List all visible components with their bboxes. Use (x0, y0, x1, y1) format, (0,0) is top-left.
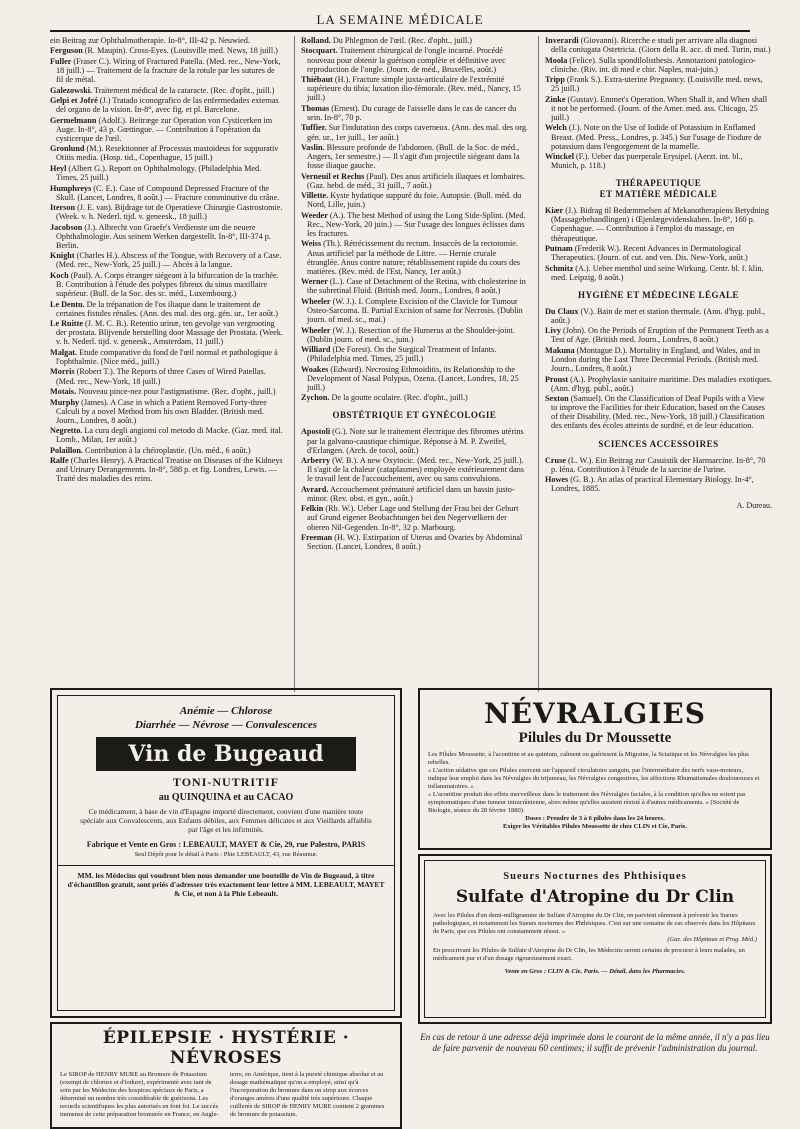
entry-author: Welch (545, 123, 567, 133)
entry-author: Knight (50, 251, 75, 261)
entry-text: (Samuel). On the Classification of Deaf Pupils with a View to improve the Facilities for their Education, based on the Causes of their Disability. (Med. rec., New-York, 18 juill.) Classification des enfants des écoles atteints de surdité, et de leur éducation. (551, 394, 765, 431)
ad-bugeaud-inner (57, 695, 395, 1011)
entry-author: Werner (301, 277, 328, 287)
bibliography-entry (545, 95, 772, 122)
bibliography-entry (301, 533, 528, 551)
entry-text: (J.). Albrecht von Graefe's Verdienste um die neuere Ophthalmologie. Aus seinem Werken dargestellt. In-8°, III-374 p. Berlin. (56, 222, 271, 250)
entry-author: Makuna (545, 345, 575, 355)
bibliography-entry (301, 104, 528, 122)
entry-text: (Paul). A. Corps étranger siégeant à la bifurcation de la trachée. B. Contribution à l'étude des polypes fibreux du sinus maxillaire supérieur. (Bull. de la Soc. des sc. méd., Luxembourg.) (56, 270, 279, 299)
entry-author: Sexton (545, 394, 569, 404)
entry-text: La cura degli angiomi col metodo di Macke. (Gaz. med. ital. Lomb., Milan, 1er août.) (56, 426, 283, 445)
entry-text: (J.). Bidrag til Bedœmmelsen af Mekanotherapiens Betydning (Massagebehandlingen) i Œjenlægevidenskaben. In-8°, 160 p. Copenhague. — Contribution à l'emploi du massage, en thérapeutique. (551, 206, 769, 243)
entry-text: Etude comparative du fond de l'œil normal et pathologique à l'ophthalmie. (Nice méd., juill.) (56, 347, 278, 366)
entry-author: Apostoli (301, 427, 331, 437)
entry-text: Kyste hydatique suppuré du foie. Autopsie. (Bull. méd. du Nord, Lille, juin.) (307, 191, 522, 210)
bibliography-entry (301, 393, 528, 402)
entry-author: Thiébaut (301, 75, 333, 85)
entry-text: Traitement chirurgical de l'ongle incarné. Procédé nouveau pour obtenir la guérison complète et définitive avec reproduction de l'ongle. (Journ. de méd., Bruxelles, août.) (307, 46, 506, 74)
entry-text: (G. B.). An atlas of practical Elementary Biology. In-4°, Londres, 1885. (551, 475, 754, 494)
entry-author: Motais. (50, 387, 77, 397)
entry-author: Wheeler (301, 325, 331, 335)
bibliography-entry (301, 427, 528, 454)
entry-text: (H. W.). Extirpation of Uterus and Ovaries by Abdominal Section. (Lancet, Londres, 8 août.) (307, 533, 523, 552)
entry-text: (De Forest). On the Surgical Treatment of Infants. (Philadelphia med. Times, 25 juill.) (307, 345, 497, 364)
entry-author: Villette. (301, 191, 329, 201)
entry-author: Gelpi et Jofré (50, 96, 98, 106)
ad-bugeaud-subtitle2: au QUINQUINA et au CACAO (158, 792, 294, 803)
entry-author: Verneuil et Reclus (301, 171, 365, 181)
ad-epilepsie (50, 1022, 402, 1129)
entry-author: Zinke (545, 94, 566, 104)
ad-nevralgies-subtitle: Pilules du Dr Moussette (518, 730, 672, 746)
entry-text: (W. B.). A new Oxytocic. (Med. rec., New-York, 25 juill.). Il s'agit de la chaleur (cataplasmes) employée extérieurement dans le travail lent de l'accouchement, avec ou sans convulsions. (307, 456, 524, 484)
entry-author: Weiss (301, 239, 322, 249)
bibliography-entry (301, 46, 528, 73)
entry-author: Polaillon. (50, 445, 83, 455)
bibliography-entry (50, 116, 284, 143)
ad-atropine-vente: Vente en Gros : CLIN & Cie, Paris. — Détail, dans les Pharmacies. (504, 968, 686, 975)
entry-text: (Gustav). Emmet's Operation. When Shall it, and When shall it not be performed. (Journ. of the Amer. med. ass. Chicago, 25 juill.) (551, 94, 768, 122)
bibliography-entry (545, 475, 772, 493)
entry-text: Nouveau pince-nez pour l'astigmatisme. (Rec. d'opht., juill.) (78, 387, 276, 397)
column-2 (294, 36, 528, 692)
journal-title: LA SEMAINE MÉDICALE (316, 12, 484, 27)
entry-text: Contribution à la chéiroplastie. (Un. méd., 6 août.) (85, 445, 251, 455)
bibliography-entry (50, 367, 284, 385)
ad-bugeaud-subtitle: TONI-NUTRITIF (172, 775, 280, 789)
bibliography-entry (301, 365, 528, 392)
entry-text: (Giovanni). Ricerche e studi per arrivare alla diagnosi della coniugata Ostetricia. (Giorn della R. acc. di med. Turin, mai.) (551, 36, 771, 55)
entry-text: (V.). Bain de mer et station thermale. (Ann. d'hyg. publ., août.) (551, 306, 766, 325)
entry-author: Negretto. (50, 426, 83, 436)
bibliography-entry (545, 307, 772, 325)
bibliography-entry (301, 485, 528, 503)
entry-author: Arberry (301, 456, 331, 466)
bibliography-entry (50, 456, 284, 483)
ad-nevralgies-body3: « L'aconitine produit des effets merveilleux dans le traitement des Névralgies faciales, à la condition qu'elles ne soient pas symptomatiques d'une tumeur intracrânienne, alors même qu'elles auraient résisté à d'autres médicaments. » (Société de Biologie, séance du 28 février 1880). (428, 791, 746, 814)
ad-nevralgies (418, 688, 772, 850)
bibliography-entry (50, 36, 284, 45)
ad-atropine-inner (424, 860, 766, 1018)
entry-text: (A.). Prophylaxie sanitaire maritime. Des maladies exotiques. (Ann. d'hyg. publ., août.) (551, 374, 772, 393)
ad-bugeaud-body: Ce médicament, à base de vin d'Espagne importé directement, convient d'une manière toute spéciale aux Convalescents, aux Enfants débiles, aux Femmes délicates et aux Vieillards affaiblis par l'âge et les infirmités. (80, 807, 372, 834)
entry-author: Morris (50, 367, 75, 377)
entry-author: Heyl (50, 163, 67, 173)
entry-text: (J. M. C. B.). Retentio urinæ, ten gevolge van vergrooting der prostata. Blijvende herstelling door Massage der Prostata. (Week. v. h. Nederl. tijd. v. geneesk., Amsterdam, 11 juill.) (56, 319, 283, 347)
entry-text: (J. E. van). Bijdrage tot de Operatieve Chirurgie Gastrostomie. (Week. v. h. Nederl. tijd. v. geneesk., 18 juill.) (56, 203, 283, 222)
entry-author: Cruse (545, 455, 566, 465)
entry-text: (Robert T.). The Reports of three Cases of Wired Patellas. (Med. rec., New-York, 18 juill.) (56, 367, 266, 386)
entry-text: Accouchement prématuré artificiel dans un bassin justo-minor. (Rev. obst. et gyn., août.) (307, 484, 515, 503)
bibliography-columns (50, 36, 772, 692)
entry-text: (C. E.). Case of Compound Depressed Fracture of the Skull. (Lancet, Londres, 8 août.) — Fracture comminutive du crâne. (56, 183, 280, 202)
entry-author: Ralfe (50, 456, 69, 466)
ad-bugeaud-fabrique: Fabrique et Vente en Gros : LEBEAULT, MAYET & Cie, 29, rue Palestro, PARIS (86, 840, 366, 849)
entry-text: (L.). Case of Detachment of the Retina, with cholesterine in the subretinal Fluid. (British med. Journ., Londres, 8 août.) (307, 277, 526, 296)
bibliography-entry (301, 239, 528, 275)
entry-author: Rolland. (301, 36, 331, 45)
page-header (50, 10, 750, 32)
entry-author: Putnam (545, 244, 573, 254)
entry-text: (Frank S.). Extra-uterine Pregnancy. (Louisville med. news, 25 juill.) (551, 75, 763, 94)
entry-text: (R. Maupin). Cross-Eyes. (Louisville med. News, 18 juill.) (84, 46, 278, 56)
bibliography-entry (301, 277, 528, 295)
ad-epilepsie-right: terre, en Amérique, tient à la pureté chimique absolue et au dosage mathématique qu'on a employé, ainsi qu'à l'incorporation du bromure dans un sirop aux écorces d'oranges amères d'une qualité très supérieure. Chaque cuillerée de SIROP de HENRY MURE contient 2 grammes de bromure de potassium. (230, 1071, 385, 1118)
footer-note: En cas de retour à une adresse déjà imprimée dans le courant de la même année, il n'y a pas lieu de faire parvenir de nouveau 60 centimes; il suffit de prévenir l'administration du journal. (420, 1032, 770, 1053)
column-3 (538, 36, 772, 692)
entry-text: (M.). Resektionner af Processus mastoideus for suppurativ Otitis media. (Hosp. tid., Copenhague, 15 juill.) (56, 144, 279, 163)
bibliography-entry (545, 36, 772, 54)
entry-author: Galezowski. (50, 85, 93, 95)
bibliography-entry (545, 394, 772, 430)
section-heading: THÉRAPEUTIQUE ET MATIÈRE MÉDICALE (599, 178, 718, 200)
bibliography-entry (301, 172, 528, 190)
entry-author: Tripp (545, 75, 565, 85)
entry-author: Wheeler (301, 296, 331, 306)
entry-text: (Adolf.). Beitræge zur Operation von Cysticerken im Auge. In-8°, 43 p. Gœttingue. — Contribution à l'opération du cysticerque de l'œil. (56, 115, 273, 143)
bibliography-entry (545, 456, 772, 474)
bibliography-entry (301, 211, 528, 238)
bibliography-entry (50, 271, 284, 298)
bibliography-entry (545, 152, 772, 170)
entry-author: Du Claux (545, 306, 579, 316)
entry-author: Weeder (301, 210, 328, 220)
bibliography-entry (301, 75, 528, 102)
bibliography-entry (545, 326, 772, 344)
entry-text: Du Phlegmon de l'œil. (Rec. d'opht., juill.) (332, 36, 473, 45)
entry-text: Blessure profonde de l'abdomen. (Bull. de la Soc. de méd., Angers, 1er semestre.) — Il s'agit d'un projectile siégeant dans la fosse iliaque gauche. (307, 142, 520, 171)
bibliography-entry (545, 75, 772, 93)
bibliography-entry (545, 56, 772, 74)
entry-author: Avrard. (301, 484, 329, 494)
ad-epilepsie-title: ÉPILEPSIE · HYSTÉRIE · NÉVROSES (102, 1028, 350, 1068)
entry-text: (John). On the Periods of Eruption of the Permanent Teeth as a Test of Age. (British med. Journ., Londres, 8 août.) (551, 326, 769, 345)
ad-bugeaud-line1: Anémie — Chlorose (179, 705, 273, 717)
ad-nevralgies-exigez: Exiger les Véritables Pilules Moussette de chez CLIN et Cie, Paris. (503, 823, 687, 830)
ad-bugeaud-depot: Seul Dépôt pour le détail à Paris : Phie LEBEAULT, 43, rue Réaumur. (134, 851, 318, 858)
ad-atropine-line1: Sueurs Nocturnes des Phthisiques (503, 871, 687, 882)
bibliography-entry (301, 456, 528, 483)
entry-author: Fuller (50, 56, 72, 66)
bibliography-entry (545, 206, 772, 242)
entry-text: (A.). Ueber menthol und seine Wirkung. Centr. bl. f. klin. med. Leipzig, 8 août.) (551, 263, 764, 282)
bibliography-entry (50, 46, 284, 55)
entry-author: Gronlund (50, 144, 85, 154)
entry-text: (Frederik W.). Recent Advances in Dermatological Therapeutics. (Journ. of cut. and ven. Dis. New-York, août.) (551, 244, 748, 263)
bibliography-entry (545, 123, 772, 150)
bibliography-entry (50, 86, 284, 95)
bibliography-entry (301, 504, 528, 531)
entry-author: Kiær (545, 206, 564, 216)
entry-author: Le Dentu. (50, 299, 85, 309)
bibliography-entry (301, 191, 528, 209)
bibliography-entry (301, 297, 528, 324)
entry-author: Livy (545, 326, 561, 336)
entry-author: Ferguson (50, 46, 83, 56)
entry-text: (Charles H.). Abscess of the Tongue, with Recovery of a Case. (Med. rec., New-York, 25 juill.) — Abcès à la langue. (56, 251, 282, 270)
entry-text: (Ernest). Du curage de l'aisselle dans le cas de cancer du sein. In-8°, 70 p. (307, 103, 517, 122)
column-1 (50, 36, 284, 692)
entry-author: Schmitz (545, 263, 574, 273)
entry-text: (Rb. W.). Ueber Lage und Stellung der Frau bei der Geburt auf Grund eigener Beobachtungen bei den Negervœlkern der oberen Nil-Gegenden. In-8°, 32 p. Marbourg. (307, 504, 519, 532)
ad-bugeaud-footer: MM. les Médecins qui voudront bien nous demander une bouteille de Vin de Bugeaud, à titre d'échantillon gratuit, sont priés d'adresser très exactement leur lettre à MM. LEBEAULT, MAYET & Cie, et non à la Phie Lebeault. (67, 871, 385, 898)
entry-author: Jacobson (50, 222, 83, 232)
entry-text: (Edward). Necrosing Ethmoiditis, its Relationship to the Development of Nasal Polypus, Ozena. (Lancet, Londres, 18, 25 juill.) (307, 364, 519, 392)
ad-bugeaud-line2: Diarrhée — Névrose — Convalescences (134, 719, 318, 731)
entry-author: Moola (545, 55, 568, 65)
bibliography-entry (301, 345, 528, 363)
entry-author: Stocquart. (301, 46, 338, 56)
entry-author: Winckel (545, 152, 574, 162)
section-heading: SCIENCES ACCESSOIRES (598, 438, 719, 449)
ad-epilepsie-left: Le SIROP de HENRY MURE au Bromure de Potassium (exempt de chlorure et d'iodure), expérimenté avec tant de soin par les Médecins des hospices spéciaux de Paris, a déterminé un nombre très considérable de guérisons. Les recueils scientifiques les plus autorisés en font foi. Le succès immense de cette préparation bromurée en France, en Angle- (60, 1071, 219, 1118)
bibliography-entry (50, 96, 284, 114)
ad-sulfate-atropine (418, 854, 772, 1024)
section-heading: OBSTÉTRIQUE ET GYNÉCOLOGIE (332, 410, 497, 421)
bibliography-entry (50, 184, 284, 202)
entry-author: Thomas (301, 103, 330, 113)
entry-text: (Montague D.). Mortality in England, and Wales, and in London during the Last Three Decennial Periods. (British med. Journ., Londres, 8 août.) (551, 345, 760, 374)
bibliography-entry (50, 446, 284, 455)
entry-author: Iterson (50, 203, 76, 213)
entry-author: Inverardi (545, 36, 579, 45)
entry-text: (W. J.). Resection of the Humerus at the Shoulder-joint. (Dublin journ. of med. sc., juin.) (307, 325, 515, 344)
ad-nevralgies-title: NÉVRALGIES (484, 697, 706, 730)
bibliography-entry (50, 144, 284, 162)
entry-text: De la trépanation de l'os iliaque dans le traitement de certaines fistules rénales. (Ann. des mal. des org. gén. ur., 1er août.) (56, 299, 278, 318)
bibliography-entry (301, 123, 528, 141)
ad-nevralgies-dose: Doses : Prendre de 3 à 6 pilules dans les 24 heures. (525, 815, 665, 822)
entry-text: (Fraser C.). Wiring of Fractured Patella. (Med. rec., New-York, 18 juill.) — Traitement de la fracture de la rotule par les sutures de fil de métal. (56, 56, 281, 85)
entry-text: Traitement médical de la cataracte. (Rec. d'opht., juill.) (93, 85, 275, 95)
entry-author: Malgat. (50, 347, 78, 357)
ad-nevralgies-body: Les Pilules Moussette, à l'aconitine et au quinium, calment ou guérissent la Migraine, la Sciatique et les Névralgies les plus rebelles. (428, 751, 749, 766)
bibliography-entry (50, 398, 284, 425)
bibliography-entry (545, 375, 772, 393)
entry-text: (J.). Note on the Use of Iodide of Potassium in Enflamed Breast. (Med. Press., Londres, p. 345.) Sur l'usage de l'iodure de potassium dans l'engorgement de la mamelle. (551, 123, 762, 151)
ad-vin-de-bugeaud (50, 688, 402, 1018)
entry-author: Koch (50, 270, 69, 280)
ad-atropine-cite: (Gaz. des Hôpitaux et Prog. Méd.) (667, 936, 757, 943)
bibliography-entry (301, 36, 528, 45)
entry-author: Vaslin. (301, 142, 325, 152)
bibliography-entry (50, 223, 284, 250)
signature: A. Dureau. (736, 501, 772, 511)
entry-author: Freeman (301, 533, 333, 543)
bibliography-entry (50, 426, 284, 444)
entry-author: Le Ruitte (50, 319, 83, 329)
entry-text: (A.). The best Method of using the Long Side-Splint. (Med. Rec., New-York, 20 juin.) — Sur l'usage des longues éclisses dans les fractures. (307, 210, 526, 238)
bibliography-entry (545, 264, 772, 282)
bibliography-entry (545, 244, 772, 262)
bibliography-entry (50, 203, 284, 221)
bibliography-entry (545, 346, 772, 373)
entry-author: Tuffier. (301, 123, 327, 133)
entry-text: (H.). Fracture simple juxta-articulaire de l'extrémité supérieure du tibia; luxation ilio-fémorale. (Rev. méd., Nancy, 15 juill.) (307, 75, 521, 103)
bibliography-entry (50, 348, 284, 366)
ad-bugeaud-title: Vin de Bugeaud (96, 737, 356, 771)
bibliography-entry (50, 57, 284, 84)
ad-atropine-body2: En prescrivant les Pilules de Sulfate d'Atropine du Dr Clin, les Médecins seront certains de procurer à leurs malades, un médicament pur et d'un dosage rigoureusement exact. (433, 947, 745, 962)
entry-text: (Paul). Des anus artificiels iliaques et lombaires. (Gaz. hebd. de méd., 31 juill., 7 août.) (307, 171, 526, 190)
entry-text: (L. W.). Ein Beitrag zur Casuistik der Harnsarcine. In-8°, 70 p. Iéna. Contribution à l'étude de la sarcine de l'urine. (551, 455, 766, 474)
entry-author: Zychon. (301, 393, 330, 403)
entry-author: Howes (545, 475, 569, 485)
entry-text: (Th.). Rétrécissement du rectum. Insuccès de la rectotomie. Anus artificiel par la méthode de Littre. — Hernie crurale étranglée. Anus contre nature; rétablissement rapide du cours des matières. (Rev. méd. de l'Est, Nancy, 1er août.) (307, 239, 521, 276)
entry-text: (J.) Tratado iconografico de las enfermedades externas del organo de la vision. In-8°, avec fig. et pl. Barcelone. (56, 96, 279, 115)
entry-author: Humphreys (50, 183, 92, 193)
entry-text: (Albert G.). Report on Ophthalmology. (Philadelphia Med. Times, 25 juill.) (56, 163, 262, 183)
entry-text: (Charles Henry). A Practical Treatise on Diseases of the Kidneys and Urinary Derangements. In-8°, 588 p. et fig. Londres, Lewis. — Traité des maladies des reins. (56, 456, 283, 484)
bibliography-entry (50, 164, 284, 182)
entry-author: Murphy (50, 397, 80, 407)
bibliography-entry (50, 319, 284, 346)
entry-author: Germelmann (50, 115, 97, 125)
entry-author: Proust (545, 374, 569, 384)
entry-text: (G.). Note sur le traitement électrique des fibromes utérins par la galvano-caustique chimique. Réponse à M. P. Zweifel, d'Erlangen. (Arch. de tocol, août.) (307, 427, 524, 455)
bibliography-entry (50, 251, 284, 269)
entry-author: Woakes (301, 364, 329, 374)
bibliography-entry (301, 143, 528, 170)
entry-author: Felkin (301, 504, 324, 514)
entry-text: (W. J.). I. Complete Excision of the Clavicle for Tumour Osteo-Sarcoma. II. Partial Excision of same for Necrosis. (Dublin journ. of med. sc., mai.) (307, 296, 523, 325)
entry-text: Sur l'induration des corps caverneux. (Ann. des mal. des org. gén. ur., 1er juill., 1er août.) (307, 123, 528, 142)
bibliography-entry (301, 326, 528, 344)
bibliography-entry (50, 387, 284, 396)
entry-text: ein Beitrag zur Ophthalmotherapie. In-8°, III-42 p. Neuwied. (50, 36, 250, 45)
bibliography-entry (50, 300, 284, 318)
entry-text: De la goutte oculaire. (Rec. d'opht., juill.) (331, 393, 468, 403)
ad-atropine-body: Avec les Pilules d'un demi-milligramme de Sulfate d'Atropine du Dr Clin, on parvient sûrement à prévenir les Sueurs pathologiques, et notamment les Sueurs nocturnes des Phthisiques. C'est sur une centaine de cas observés dans les Hôpitaux de Paris, que ces Pilules ont constamment réussi. » (433, 912, 756, 935)
section-heading: HYGIÈNE ET MÉDECINE LÉGALE (577, 289, 740, 300)
ad-atropine-title: Sulfate d'Atropine du Dr Clin (455, 887, 735, 907)
entry-text: (Felice). Sulla spondilolisthesis. Annotazioni patologico-cliniche. (Riv. int. di med e chir. Naples, mai-juin.) (551, 55, 756, 74)
ad-nevralgies-body2: « L'action sédative que ces Pilules exercent sur l'appareil circulatoire sanguin, par l'intermédiaire des nerfs vaso-moteurs, indique leur emploi dans les Névralgies du trijumeau, les Névralgies congestives, les affections Rhumatismales douloureuses et inflammatoires. » (428, 767, 760, 790)
entry-author: Williard (301, 345, 331, 355)
entry-text: (F.). Ueber das puerperale Erysipel. (Aerzt. int. bl., Munich, p. 118.) (551, 152, 743, 171)
entry-text: (James). A Case in which a Patient Removed Forty-three Calculi by a novel Method from his own Bladder. (British med. Journ., Londres, 8 août.) (56, 397, 267, 425)
